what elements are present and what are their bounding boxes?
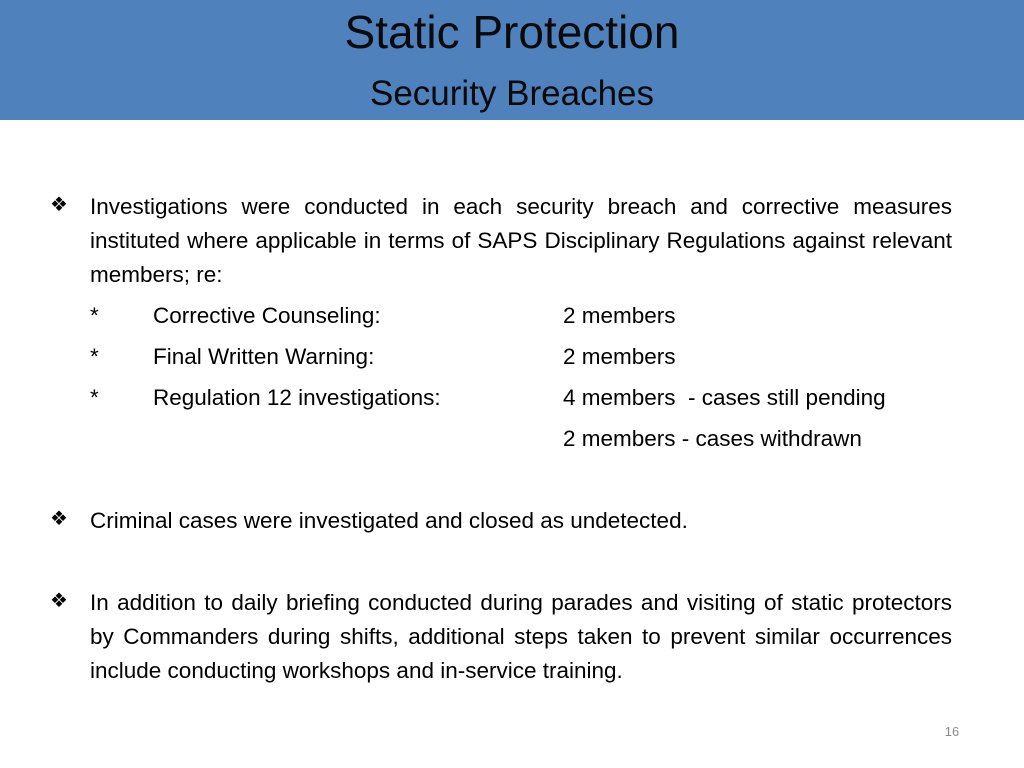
sub-item-value: 4 members - cases still pending: [563, 385, 886, 410]
sub-item-value: 2 members: [563, 303, 676, 328]
sub-item-label: Regulation 12 investigations:: [153, 385, 441, 410]
bullet-item-criminal-cases: [50, 504, 952, 538]
bullet-item-additional-steps: [50, 586, 952, 688]
sub-item-marker: *: [90, 344, 99, 369]
diamond-bullet-icon: ❖: [50, 192, 68, 216]
sub-item-label: Corrective Counseling:: [153, 303, 381, 328]
diamond-bullet-icon: ❖: [50, 506, 68, 530]
slide-subtitle: Security Breaches: [369, 74, 655, 113]
bullet-text: Investigations were conducted in each security breach and corrective measures instituted where applicable in terms of SAPS Disciplinary Regulations against relevant members; re:: [90, 194, 952, 287]
sub-item-marker: *: [90, 303, 99, 328]
bullet-item-investigations: [50, 190, 952, 292]
sub-item-marker: *: [90, 385, 99, 410]
page-number: 16: [944, 724, 960, 739]
slide-title: Static Protection: [344, 6, 680, 58]
sub-item-value: 2 members - cases withdrawn: [563, 426, 862, 451]
bullet-text: In addition to daily briefing conducted during parades and visiting of static protectors by Commanders during shifts, additional steps taken to prevent similar occurrences include conducting workshops and in-service training.: [90, 590, 952, 683]
header-band: [0, 0, 1024, 120]
bullet-text: Criminal cases were investigated and closed as undetected.: [90, 508, 688, 533]
diamond-bullet-icon: ❖: [50, 588, 68, 612]
sub-item-value: 2 members: [563, 344, 676, 369]
sub-item-label: Final Written Warning:: [153, 344, 375, 369]
